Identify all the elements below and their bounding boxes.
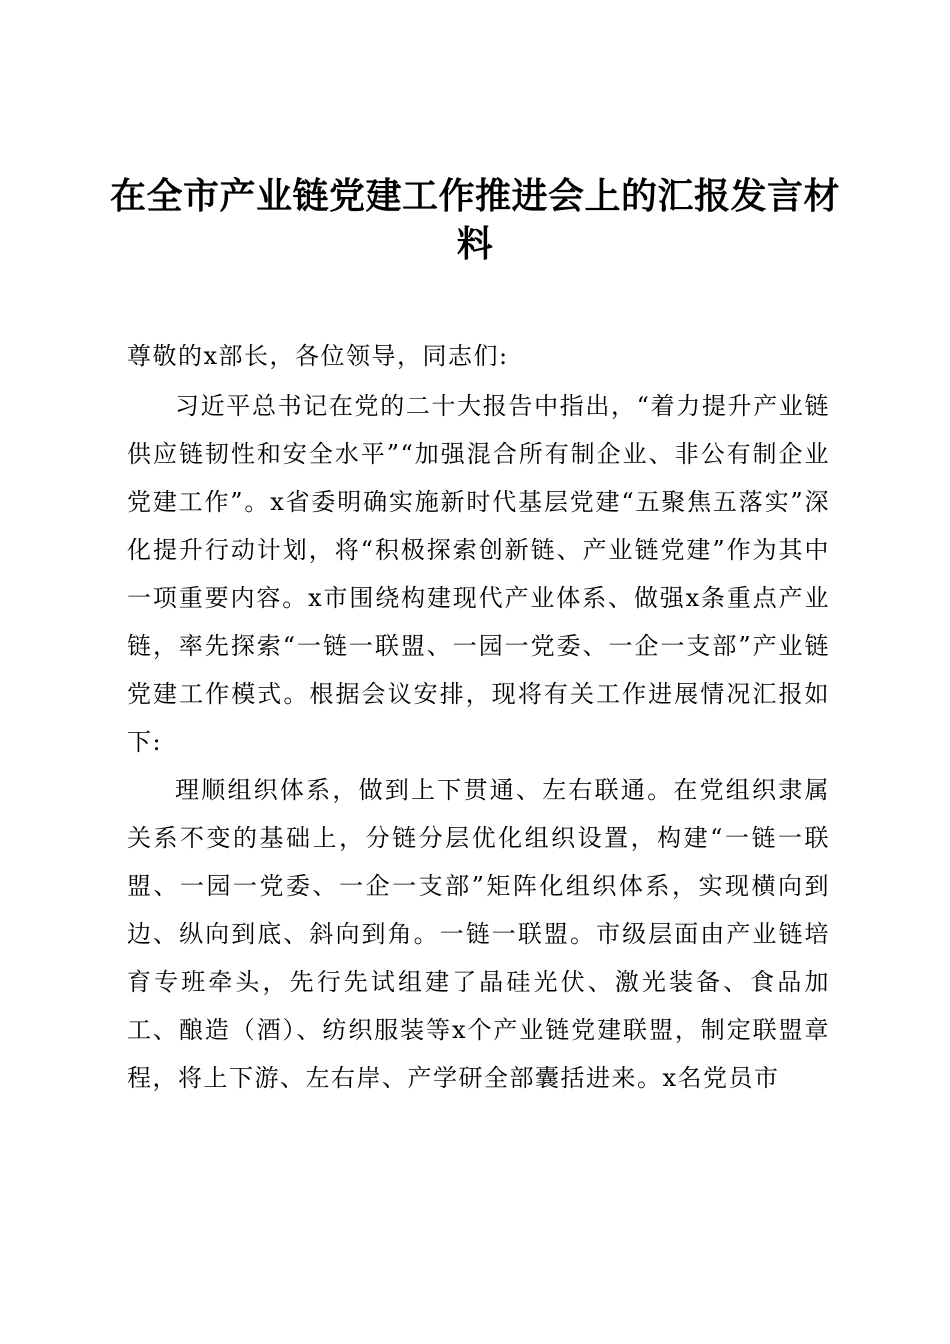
document-title: 在全市产业链党建工作推进会上的汇报发言材料 <box>110 175 841 265</box>
paragraph: 理顺组织体系，做到上下贯通、左右联通。在党组织隶属关系不变的基础上，分链分层优化组织设置，构建“一链一联盟、一园一党委、一企一支部”矩阵化组织体系，实现横向到边、纵向到底、斜向到角。一链一联盟。市级层面由产业链培育专班牵头，先行先试组建了晶硅光伏、激光装备、食品加工、酿造（酒）、纺织服装等x个产业链党建联盟，制定联盟章程，将上下游、左右岸、产学研全部囊括进来。x名党员市 <box>127 776 830 1092</box>
document-body <box>127 332 830 1102</box>
paragraph: 习近平总书记在党的二十大报告中指出，“着力提升产业链供应链韧性和安全水平”“加强混合所有制企业、非公有制企业党建工作”。x省委明确实施新时代基层党建“五聚焦五落实”深化提升行动计划，将“积极探索创新链、产业链党建”作为其中一项重要内容。x市围绕构建现代产业体系、做强x条重点产业链，率先探索“一链一联盟、一园一党委、一企一支部”产业链党建工作模式。根据会议安排，现将有关工作进展情况汇报如下: <box>127 392 830 756</box>
salutation: 尊敬的x部长，各位领导，同志们: <box>127 342 509 370</box>
